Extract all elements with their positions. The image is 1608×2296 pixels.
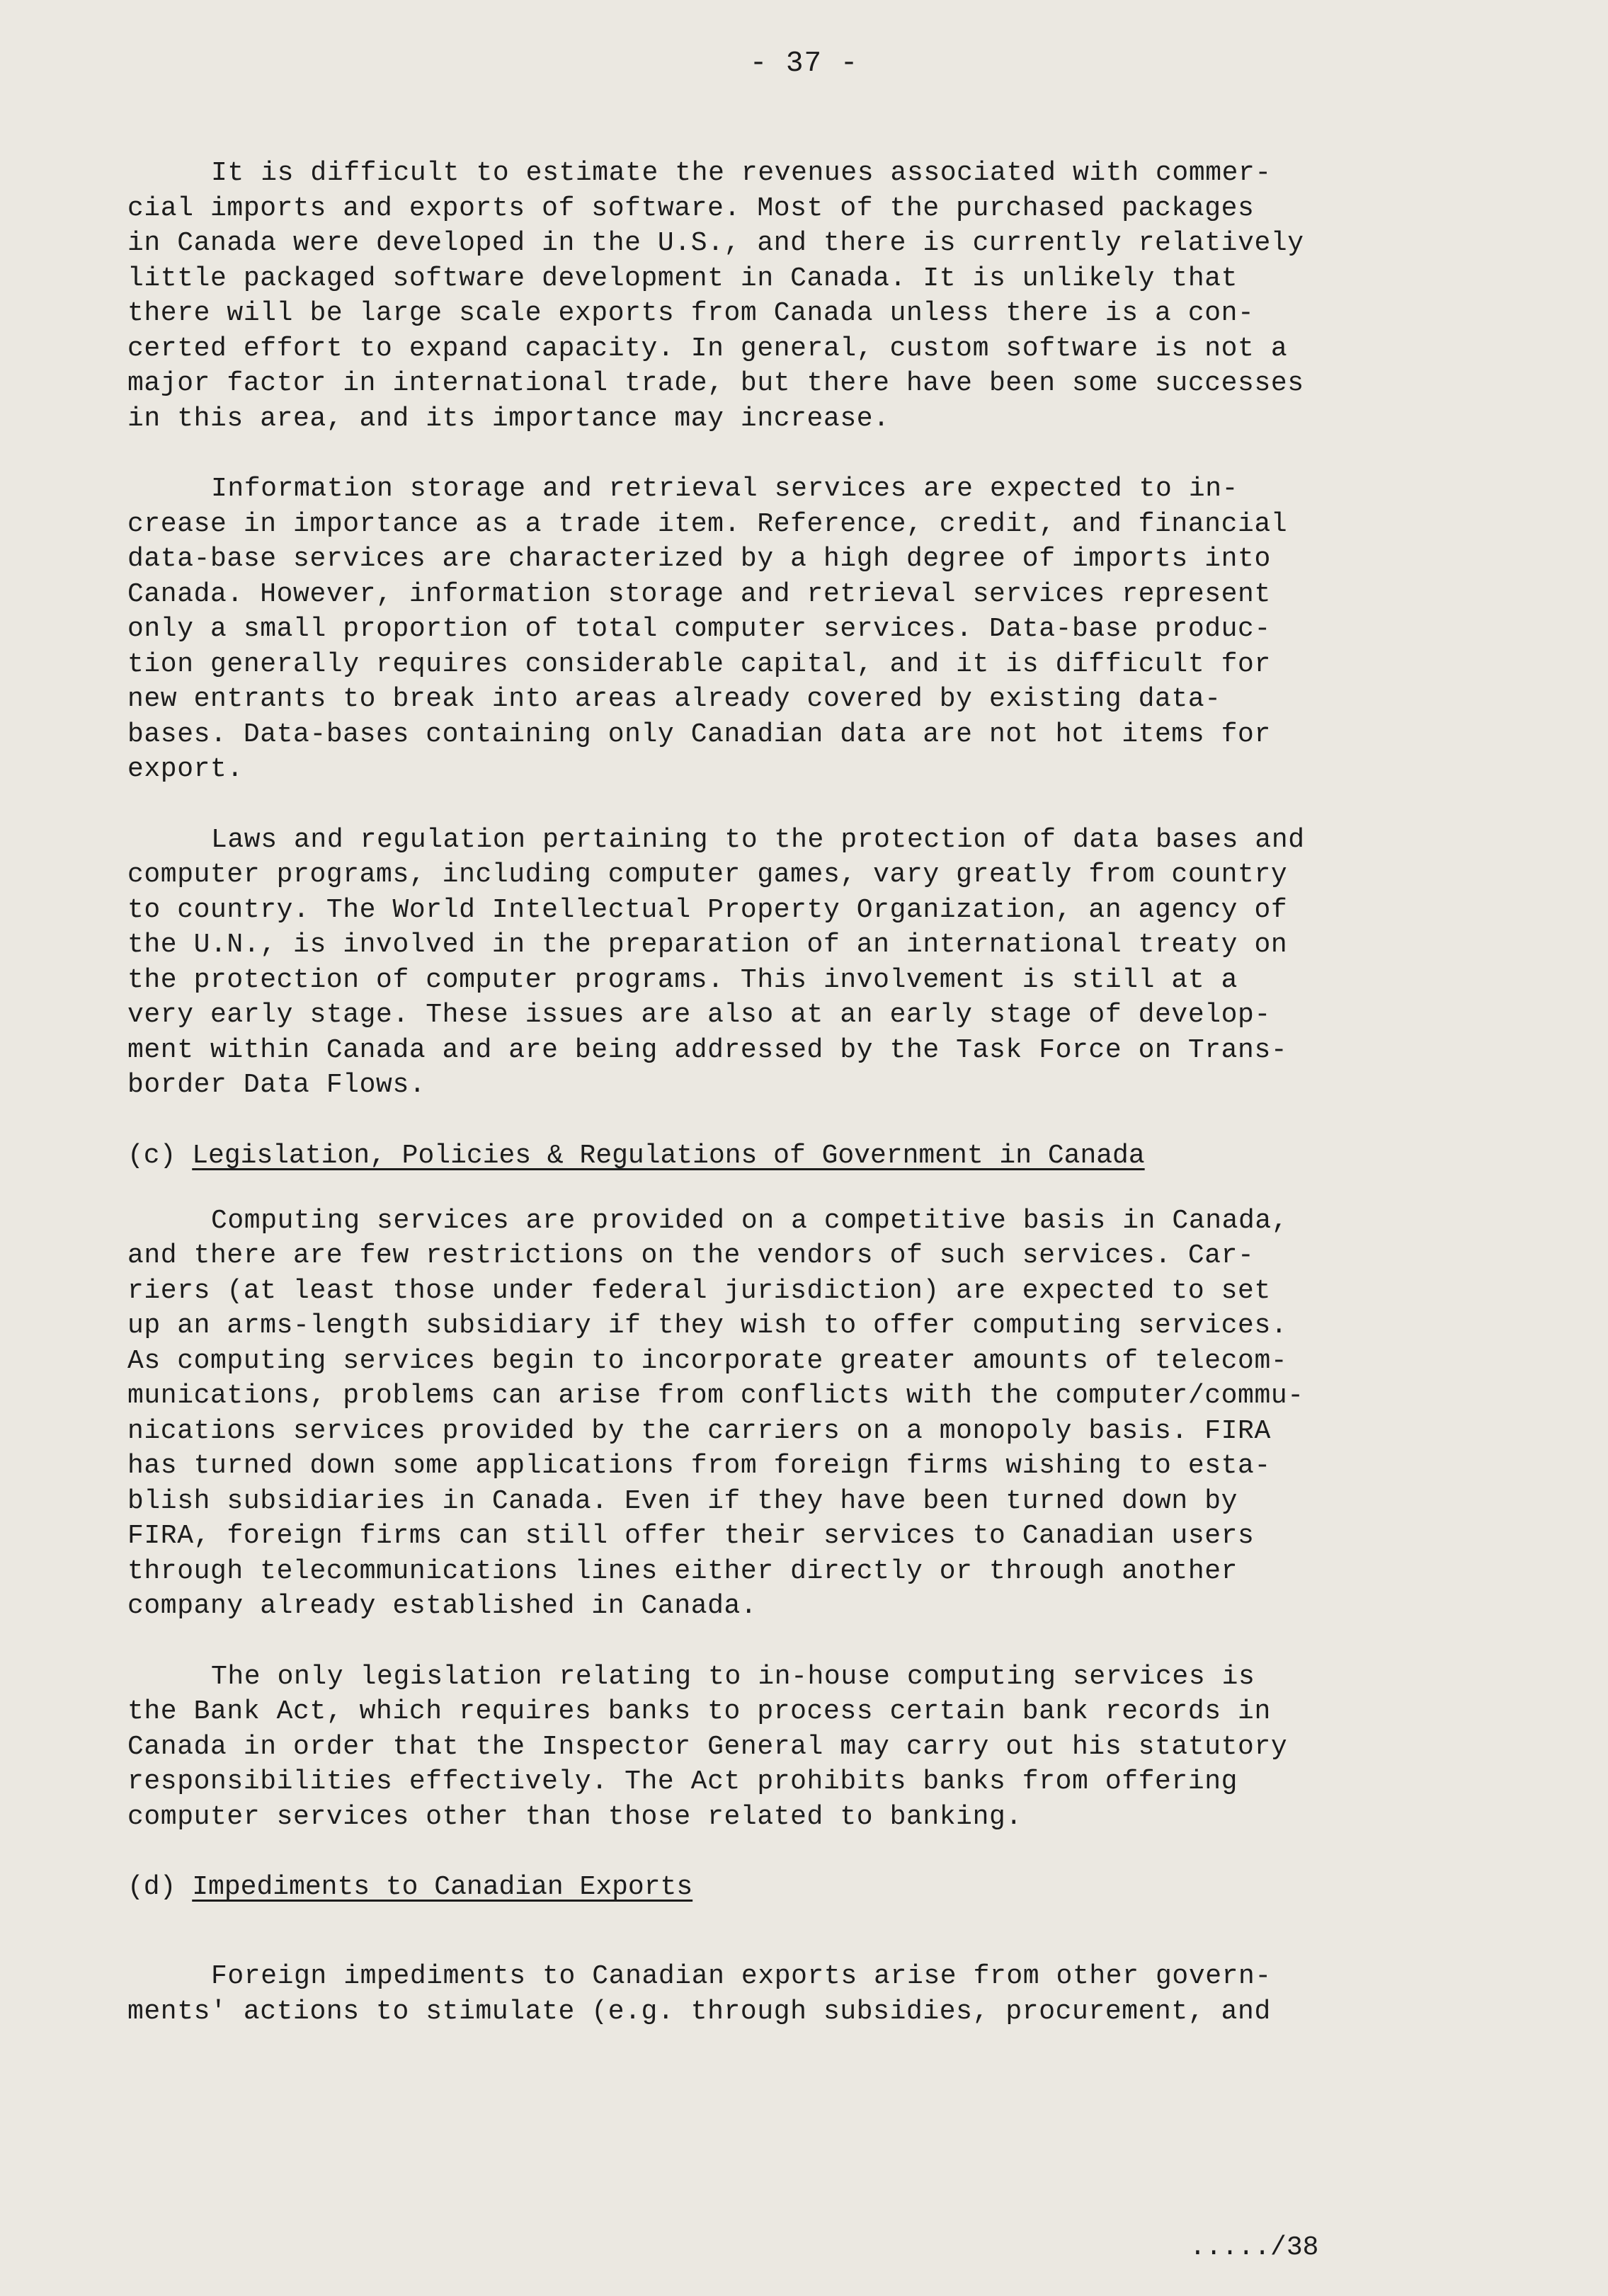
text-line: Canada. However, information storage and retrieval services represent	[127, 578, 1271, 610]
text-line: export.	[127, 754, 244, 784]
text-line: has turned down some applications from foreign firms wishing to esta-	[127, 1451, 1271, 1481]
text-line: ments' actions to stimulate (e.g. through subsidies, procurement, and	[127, 1996, 1271, 2027]
text-line: in this area, and its importance may increase.	[127, 403, 890, 434]
text-line: Information storage and retrieval services are expected to in-	[211, 474, 1239, 504]
paragraph-foreign-impediments	[127, 1959, 1388, 2029]
text-line: tion generally requires considerable capital, and it is difficult for	[127, 649, 1271, 680]
text-line: little packaged software development in Canada. It is unlikely that	[127, 263, 1238, 294]
text-line: The only legislation relating to in-house computing services is	[211, 1661, 1255, 1692]
continuation-marker: ...../38	[1190, 2232, 1319, 2263]
text-line: Computing services are provided on a competitive basis in Canada,	[211, 1205, 1289, 1236]
paragraph-laws-regulation	[127, 823, 1388, 1103]
text-line: crease in importance as a trade item. Reference, credit, and financial	[127, 508, 1288, 539]
text-line: very early stage. These issues are also at an early stage of develop-	[127, 1000, 1271, 1030]
text-line: in Canada were developed in the U.S., and there is currently relatively	[127, 228, 1304, 258]
text-line: ment within Canada and are being addressed by the Task Force on Trans-	[127, 1034, 1288, 1066]
text-line: border Data Flows.	[127, 1070, 426, 1100]
page-body	[127, 156, 1388, 2064]
text-line: nications services provided by the carriers on a monopoly basis. FIRA	[127, 1415, 1271, 1446]
text-line: Laws and regulation pertaining to the protection of data bases and	[211, 824, 1305, 855]
paragraph-information-storage	[127, 472, 1388, 787]
section-label: (c)	[127, 1140, 176, 1171]
section-title: Legislation, Policies & Regulations of Government in Canada	[192, 1140, 1145, 1171]
paragraph-bank-act	[127, 1660, 1388, 1835]
paragraph-software-trade	[127, 156, 1388, 436]
text-line: Foreign impediments to Canadian exports arise from other govern-	[211, 1961, 1272, 1992]
text-line: there will be large scale exports from Canada unless there is a con-	[127, 298, 1255, 329]
text-line: bases. Data-bases containing only Canadian data are not hot items for	[127, 719, 1271, 750]
text-line: computer services other than those related to banking.	[127, 1801, 1022, 1832]
text-line: computer programs, including computer games, vary greatly from country	[127, 859, 1288, 890]
text-line: through telecommunications lines either directly or through another	[127, 1555, 1238, 1587]
text-line: major factor in international trade, but there have been some successes	[127, 368, 1304, 399]
text-line: and there are few restrictions on the vendors of such services. Car-	[127, 1240, 1255, 1271]
text-line: certed effort to expand capacity. In general, custom software is not a	[127, 333, 1288, 364]
text-line: responsibilities effectively. The Act prohibits banks from offering	[127, 1766, 1238, 1797]
text-line: the Bank Act, which requires banks to process certain bank records in	[127, 1696, 1271, 1727]
page-number: - 37 -	[749, 47, 859, 80]
text-line: Canada in order that the Inspector General may carry out his statutory	[127, 1731, 1288, 1762]
text-line: only a small proportion of total computer services. Data-base produc-	[127, 614, 1271, 644]
text-line: company already established in Canada.	[127, 1591, 758, 1621]
text-line: It is difficult to estimate the revenues associated with commer-	[211, 158, 1272, 188]
text-line: new entrants to break into areas already covered by existing data-	[127, 684, 1221, 714]
text-line: blish subsidiaries in Canada. Even if they have been turned down by	[127, 1485, 1238, 1517]
section-title: Impediments to Canadian Exports	[192, 1872, 693, 1902]
text-line: to country. The World Intellectual Property Organization, an agency of	[127, 894, 1288, 925]
text-line: munications, problems can arise from conflicts with the computer/commu-	[127, 1381, 1304, 1411]
text-line: cial imports and exports of software. Most of the purchased packages	[127, 193, 1255, 224]
section-label: (d)	[127, 1872, 176, 1902]
text-line: riers (at least those under federal jurisdiction) are expected to set	[127, 1275, 1271, 1306]
text-line: data-base services are characterized by a high degree of imports into	[127, 544, 1271, 574]
paragraph-computing-services	[127, 1204, 1388, 1624]
text-line: the protection of computer programs. This involvement is still at a	[127, 964, 1238, 995]
section-heading-d	[127, 1870, 1388, 1905]
text-line: the U.N., is involved in the preparation of an international treaty on	[127, 930, 1288, 960]
text-line: up an arms-length subsidiary if they wish to offer computing services.	[127, 1310, 1288, 1341]
text-line: As computing services begin to incorporate greater amounts of telecom-	[127, 1345, 1288, 1376]
text-line: FIRA, foreign firms can still offer their services to Canadian users	[127, 1521, 1255, 1551]
section-heading-c	[127, 1138, 1388, 1174]
